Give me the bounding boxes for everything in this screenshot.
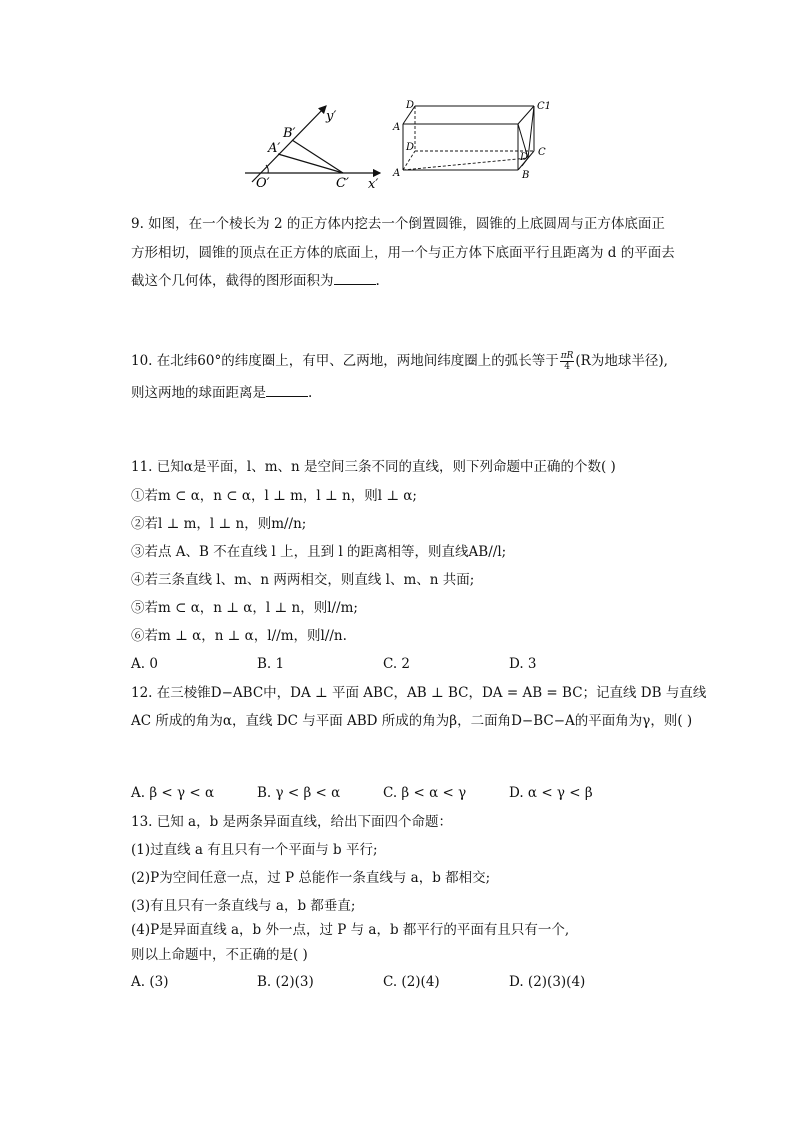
q13-option-c[interactable]: C. (2)(4) xyxy=(383,974,440,990)
answer-blank xyxy=(334,272,376,285)
oblique-axes-figure xyxy=(240,98,390,193)
q11-item-3: ③若点 A、B 不在直线 l 上，且到 l 的距离相等，则直线AB//l; xyxy=(131,544,507,560)
label-a: A′ xyxy=(268,141,281,156)
label-a-top: A xyxy=(393,122,401,133)
segment-b-c xyxy=(292,140,343,173)
q10-line1-text: 10. 在北纬60°的纬度圈上，有甲、乙两地，两地间纬度圈上的弧长等于 xyxy=(131,353,559,369)
q11-stem: 11. 已知α是平面，l、m、n 是空间三条不同的直线，则下列命题中正确的个数( ) xyxy=(131,459,616,475)
q13-option-a[interactable]: A. (3) xyxy=(131,974,169,990)
q12-line2: AC 所成的角为α，直线 DC 与平面 ABD 所成的角为β，二面角D−BC−A的平面角为γ，则( ) xyxy=(131,713,693,729)
q11-option-b[interactable]: B. 1 xyxy=(257,656,285,672)
fraction-pi-r-over-4: $\frac{\pi R}{4}$ xyxy=(560,351,574,372)
q10-line2-text: 则这两地的球面距离是 xyxy=(131,385,266,401)
q10-line1 xyxy=(131,351,668,372)
q11-item-6: ⑥若m ⊥ α，n ⊥ α，l//m，则l//n. xyxy=(131,628,347,644)
q9-line3-end: . xyxy=(375,273,380,289)
q12-option-b[interactable]: B. γ < β < α xyxy=(257,785,341,801)
label-y: y′ xyxy=(326,109,337,124)
q12-option-c[interactable]: C. β < α < γ xyxy=(383,785,467,801)
q13-conclusion: 则以上命题中，不正确的是( ) xyxy=(131,947,308,963)
y-axis xyxy=(252,106,326,182)
label-b: B′ xyxy=(283,126,296,141)
q11-item-5: ⑤若m ⊂ α，n ⊥ α，l ⊥ n，则l//m; xyxy=(131,600,358,616)
q9-line3-text: 截这个几何体，截得的图形面积为 xyxy=(131,273,334,289)
q13-stem: 13. 已知 a，b 是两条异面直线，给出下面四个命题： xyxy=(131,814,453,830)
q13-item-4: (4)P是异面直线 a，b 外一点，过 P 与 a，b 都平行的平面有且只有一个, xyxy=(131,922,570,938)
label-b: B xyxy=(522,170,530,181)
segment-a-c xyxy=(278,154,343,173)
q11-item-4: ④若三条直线 l、m、n 两两相交，则直线 l、m、n 共面; xyxy=(131,572,475,588)
answer-blank xyxy=(266,384,308,397)
q9-line1: 9. 如图，在一个棱长为 2 的正方体内挖去一个倒置圆锥，圆锥的上底圆周与正方体底面正 xyxy=(131,216,665,232)
q11-item-2: ②若l ⊥ m，l ⊥ n，则m//n; xyxy=(131,516,307,532)
q11-item-1: ①若m ⊂ α，n ⊂ α，l ⊥ m，l ⊥ n，则l ⊥ α; xyxy=(131,488,417,504)
q13-item-1: (1)过直线 a 有且只有一个平面与 b 平行; xyxy=(131,842,378,858)
q10-line1-end: (R为地球半径), xyxy=(575,353,668,369)
label-d1: D xyxy=(406,142,415,153)
q13-item-3: (3)有且只有一条直线与 a，b 都垂直; xyxy=(131,898,356,914)
q11-option-a[interactable]: A. 0 xyxy=(131,656,158,672)
q10-line2 xyxy=(131,384,312,402)
label-c: C′ xyxy=(336,176,349,191)
q11-option-c[interactable]: C. 2 xyxy=(383,656,411,672)
label-d-top: D xyxy=(406,100,415,111)
label-a: A xyxy=(393,168,401,179)
label-c: C xyxy=(538,147,546,158)
label-d-right: D xyxy=(520,152,529,163)
q11-option-d[interactable]: D. 3 xyxy=(509,656,537,672)
q12-option-d[interactable]: D. α < γ < β xyxy=(509,785,593,801)
q13-item-2: (2)P为空间任意一点，过 P 总能作一条直线与 a，b 都相交; xyxy=(131,870,491,886)
cuboid-figure xyxy=(392,98,552,183)
q13-option-d[interactable]: D. (2)(3)(4) xyxy=(509,974,586,990)
q10-line2-end: . xyxy=(308,385,313,401)
label-c1: C1 xyxy=(537,101,552,112)
q9-line2: 方形相切，圆锥的顶点在正方体的底面上，用一个与正方体下底面平行且距离为 d 的平面去 xyxy=(131,245,675,261)
q9-line3 xyxy=(131,272,380,290)
q12-line1: 12. 在三棱锥D−ABC中，DA ⊥ 平面 ABC，AB ⊥ BC，DA = AB = BC；记直线 DB 与直线 xyxy=(131,685,707,701)
label-x: x′ xyxy=(368,177,379,192)
q12-option-a[interactable]: A. β < γ < α xyxy=(131,785,215,801)
label-o: O′ xyxy=(256,176,270,191)
q13-option-b[interactable]: B. (2)(3) xyxy=(257,974,314,990)
